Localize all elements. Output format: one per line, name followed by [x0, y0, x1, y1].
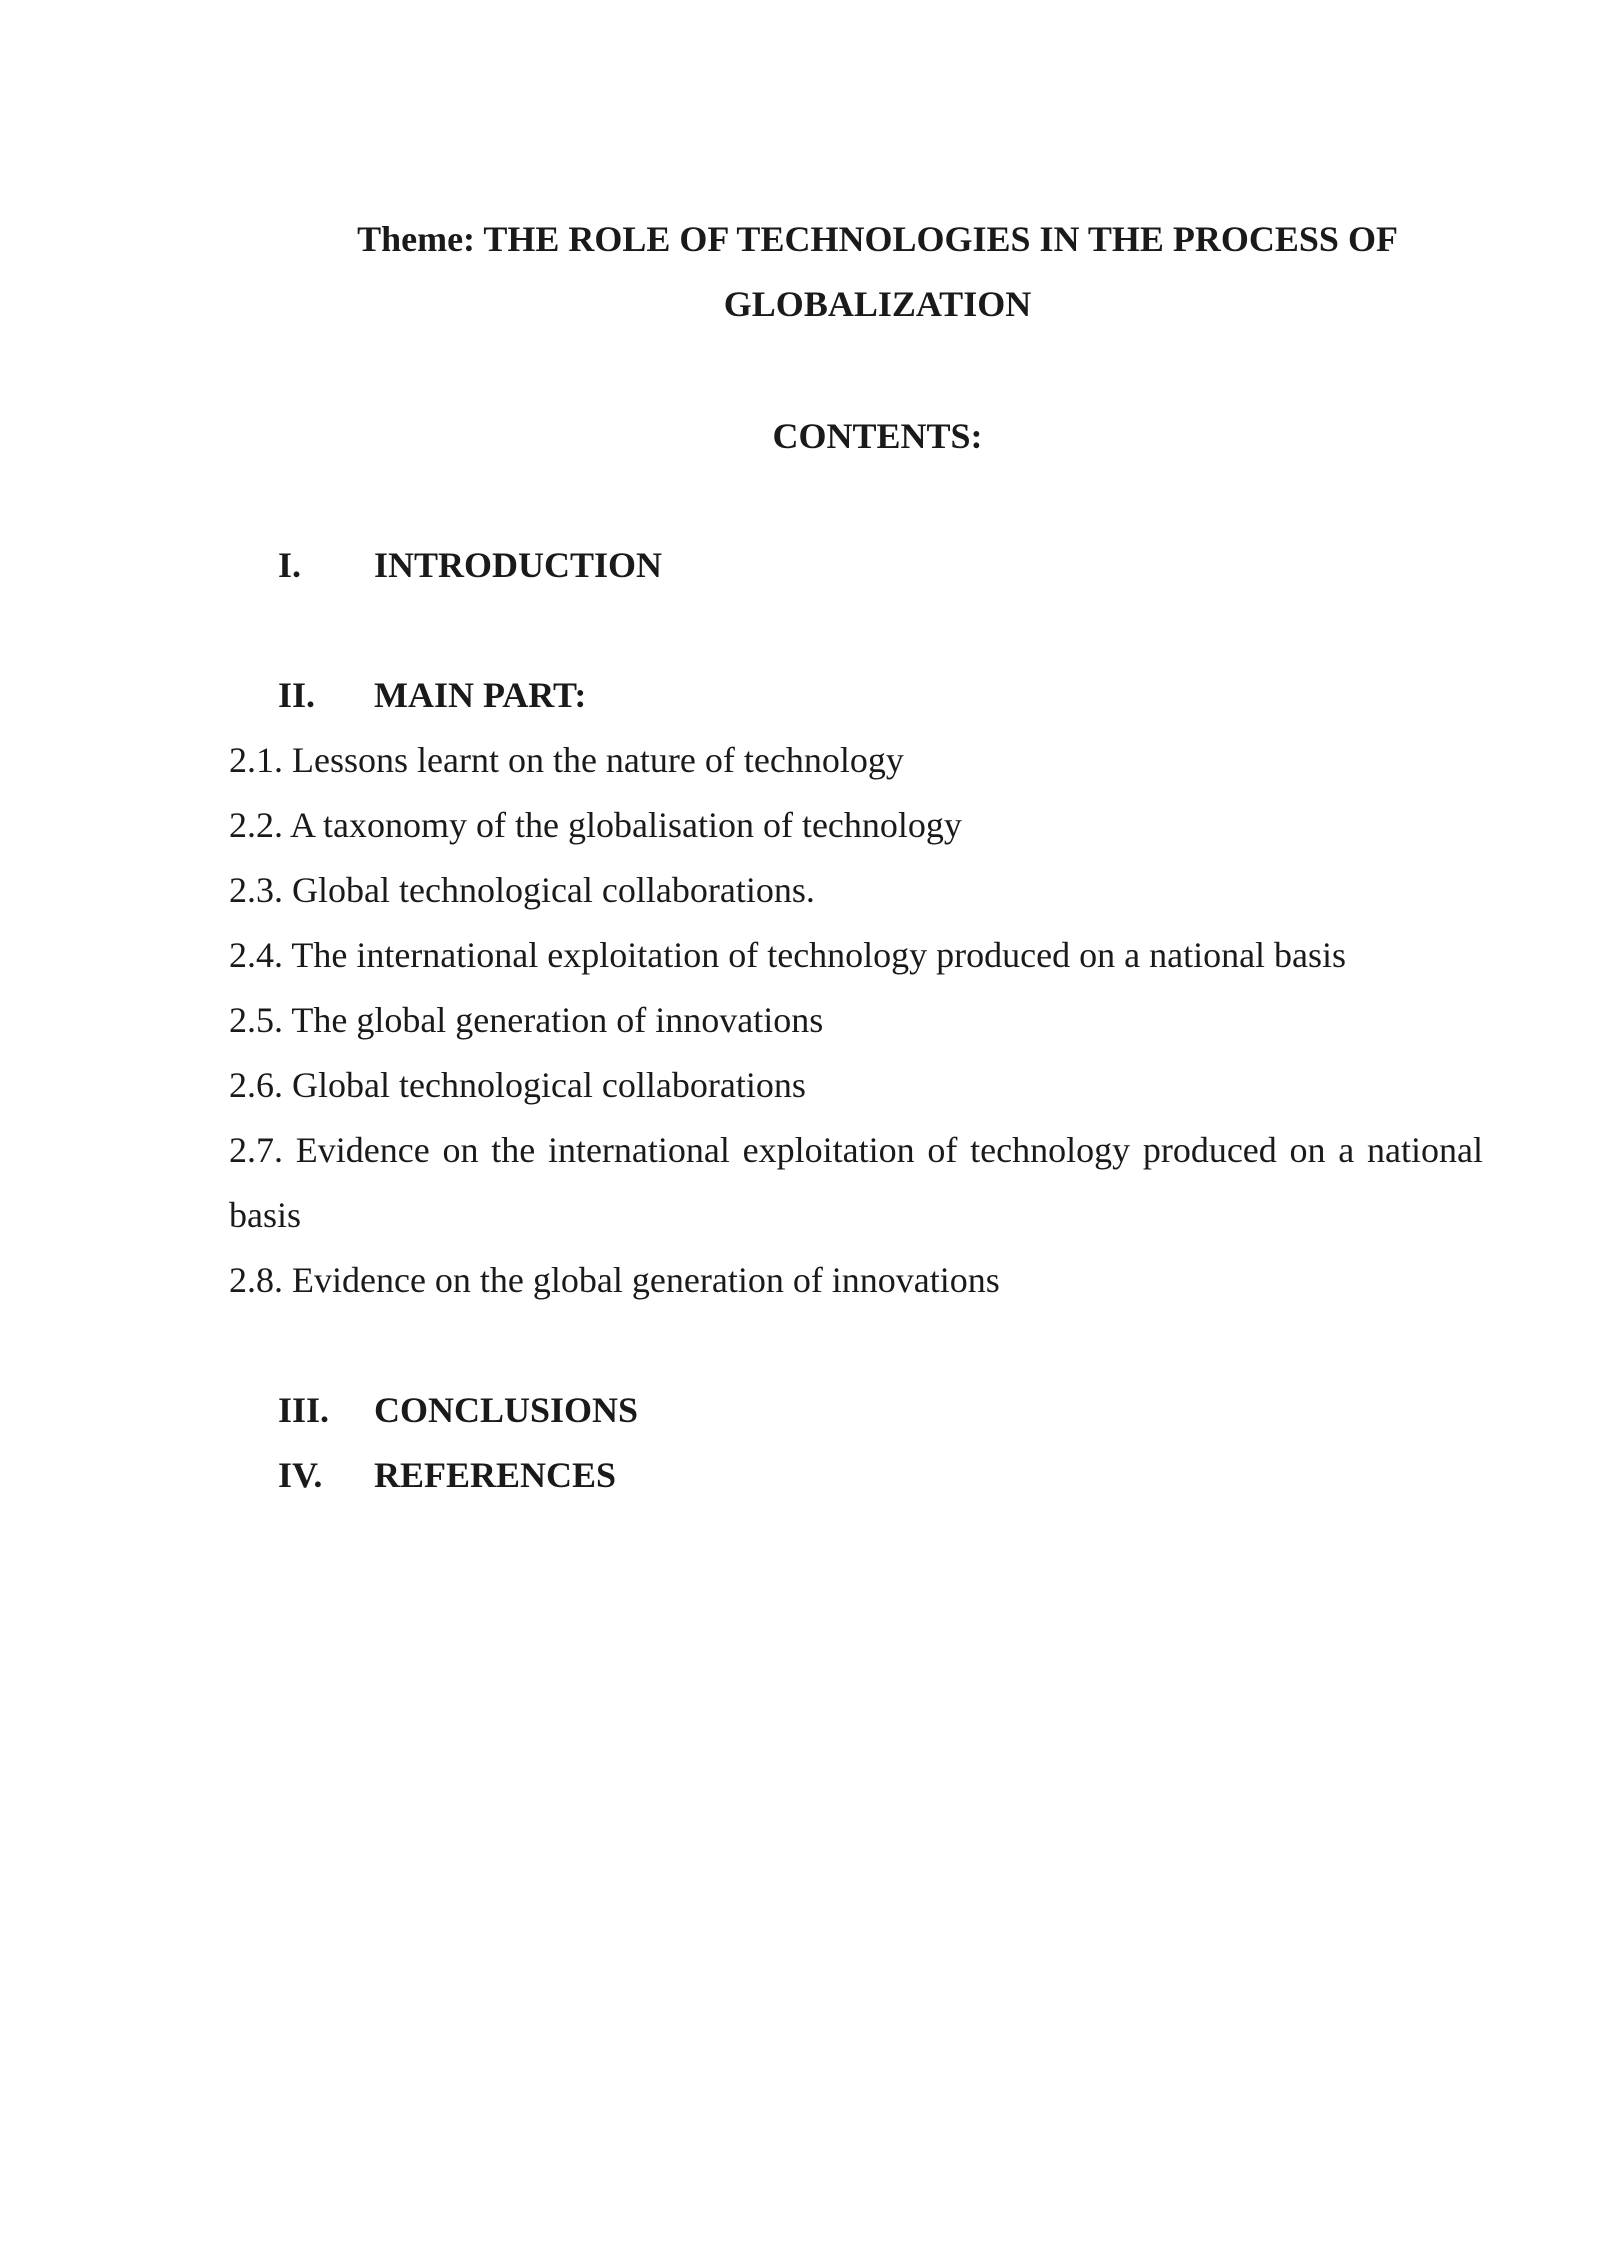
- subsection-2-5: 2.5. The global generation of innovations: [229, 1000, 824, 1040]
- subsection-2-2: 2.2. A taxonomy of the globalisation of technology: [229, 805, 962, 845]
- section-label: INTRODUCTION: [374, 545, 663, 585]
- subsection-2-3: 2.3. Global technological collaborations.: [229, 870, 815, 910]
- contents-heading: CONTENTS:: [772, 416, 983, 456]
- subsection-2-1: 2.1. Lessons learnt on the nature of technology: [229, 740, 904, 780]
- section-main-part: [278, 675, 586, 715]
- section-number: I.: [278, 545, 302, 585]
- subsection-2-8: 2.8. Evidence on the global generation of innovations: [229, 1260, 1000, 1300]
- subsection-2-4: 2.4. The international exploitation of technology produced on a national basis: [229, 935, 1347, 975]
- section-number: IV.: [278, 1455, 323, 1495]
- section-number: III.: [278, 1390, 330, 1430]
- section-label: REFERENCES: [374, 1455, 617, 1495]
- section-conclusions: [278, 1390, 638, 1430]
- document-title: Theme: THE ROLE OF TECHNOLOGIES IN THE PROCESS OF GLOBALIZATION: [357, 219, 1398, 324]
- subsection-2-6: 2.6. Global technological collaborations: [229, 1065, 806, 1105]
- section-label: MAIN PART:: [374, 675, 587, 715]
- section-number: II.: [278, 675, 316, 715]
- section-references: [278, 1455, 616, 1495]
- subsection-2-7: 2.7. Evidence on the international exploitation of technology produced on a national basis: [229, 1130, 1483, 1235]
- section-introduction: [278, 545, 662, 585]
- section-label: CONCLUSIONS: [374, 1390, 639, 1430]
